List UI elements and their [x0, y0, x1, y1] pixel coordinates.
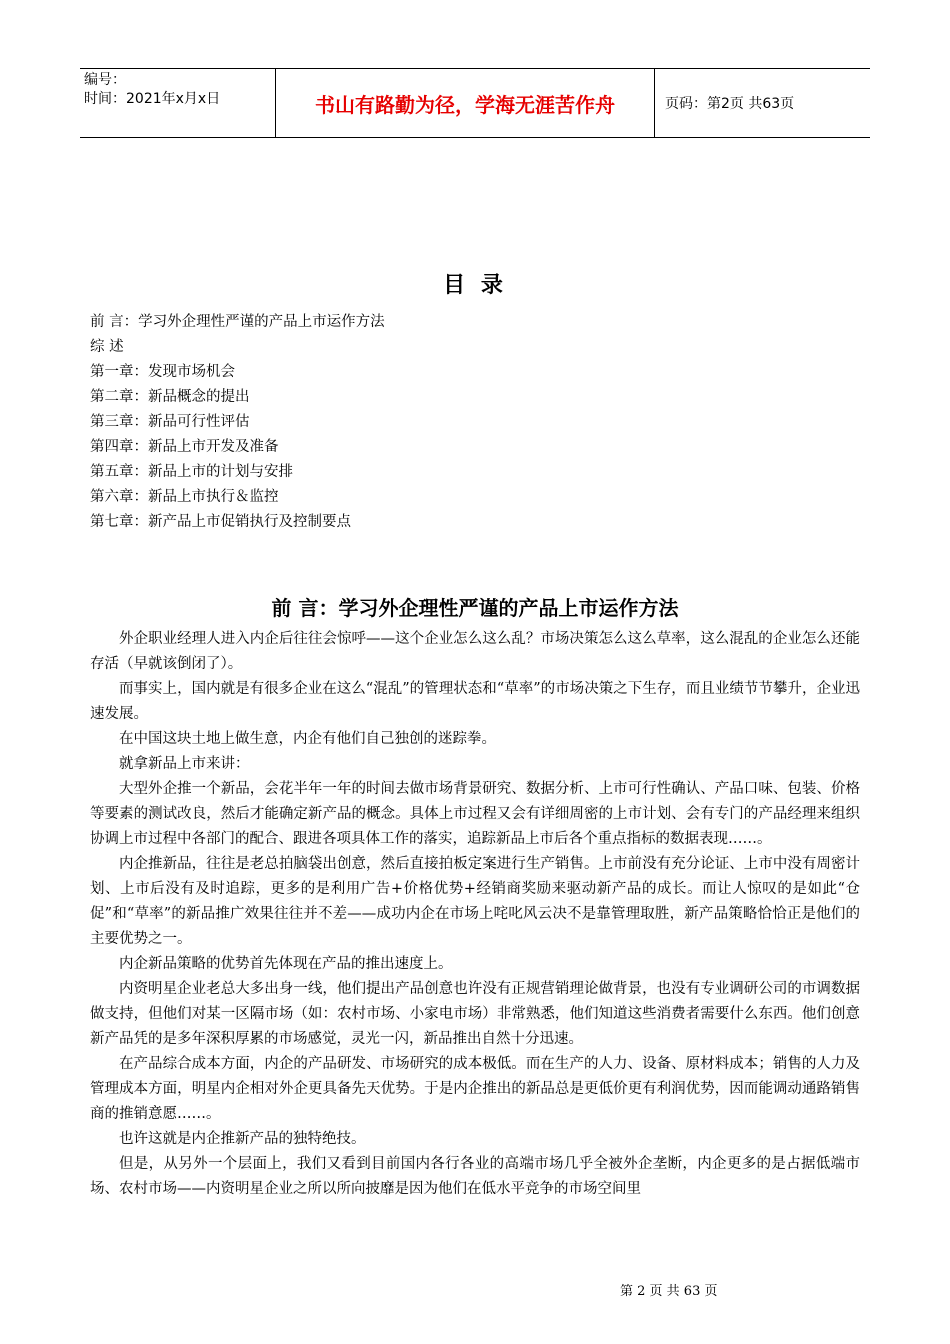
header-time: 时间：2021年x月x日 [84, 91, 221, 107]
toc-item: 第七章：新产品上市促销执行及控制要点 [90, 514, 351, 530]
header-meta [80, 69, 276, 137]
paragraph: 在产品综合成本方面，内企的产品研发、市场研究的成本极低。而在生产的人力、设备、原材料成本；销售的人力及管理成本方面，明星内企相对外企更具备先天优势。于是内企推出的新品总是更低价更有利润优势，因而能调动通路销售商的推销意愿……。 [90, 1056, 860, 1122]
header-page-info: 页码：第2页 共63页 [665, 96, 795, 112]
paragraph: 外企职业经理人进入内企后往往会惊呼——这个企业怎么这么乱？市场决策怎么这么草率，这么混乱的企业怎么还能存活（早就该倒闭了）。 [90, 631, 860, 672]
toc-item: 综 述 [90, 339, 124, 355]
paragraph: 就拿新品上市来讲： [119, 756, 250, 772]
page-header [80, 68, 870, 138]
toc-item: 第四章：新品上市开发及准备 [90, 439, 279, 455]
toc-item: 第六章：新品上市执行＆监控 [90, 489, 279, 505]
toc-item: 第一章：发现市场机会 [90, 364, 235, 380]
paragraph: 也许这就是内企推新产品的独特绝技。 [119, 1131, 366, 1147]
section-body [90, 627, 860, 1202]
page-footer: 第 2 页 共 63 页 [620, 1284, 718, 1299]
header-number: 编号： [84, 72, 126, 88]
toc-title: 目 录 [443, 273, 507, 298]
toc-item: 第五章：新品上市的计划与安排 [90, 464, 293, 480]
paragraph: 内资明星企业老总大多出身一线，他们提出产品创意也许没有正规营销理论做背景，也没有专业调研公司的市调数据做支持，但他们对某一区隔市场（如：农村市场、小家电市场）非常熟悉，他们知道这些消费者需要什么东西。他们创意新产品凭的是多年深积厚累的市场感觉，灵光一闪，新品推出自然十分迅速。 [90, 981, 860, 1047]
paragraph: 大型外企推一个新品，会花半年一年的时间去做市场背景研究、数据分析、上市可行性确认、产品口味、包装、价格等要素的测试改良，然后才能确定新产品的概念。具体上市过程又会有详细周密的上市计划、会有专门的产品经理来组织协调上市过程中各部门的配合、跟进各项具体工作的落实，追踪新品上市后各个重点指标的数据表现……。 [90, 781, 860, 847]
paragraph: 内企新品策略的优势首先体现在产品的推出速度上。 [119, 956, 453, 972]
paragraph: 但是，从另外一个层面上，我们又看到目前国内各行各业的高端市场几乎全被外企垄断，内企更多的是占据低端市场、农村市场——内资明星企业之所以所向披靡是因为他们在低水平竞争的市场空间里 [90, 1156, 860, 1197]
paragraph: 而事实上，国内就是有很多企业在这么“混乱”的管理状态和“草率”的市场决策之下生存，而且业绩节节攀升，企业迅速发展。 [90, 681, 860, 722]
paragraph: 在中国这块土地上做生意，内企有他们自己独创的迷踪拳。 [119, 731, 496, 747]
section-title: 前 言：学习外企理性严谨的产品上市运作方法 [271, 596, 679, 620]
toc-item: 第三章：新品可行性评估 [90, 414, 250, 430]
table-of-contents [90, 310, 870, 535]
toc-item: 前 言：学习外企理性严谨的产品上市运作方法 [90, 314, 385, 330]
header-motto: 书山有路勤为径，学海无涯苦作舟 [276, 69, 655, 137]
toc-item: 第二章：新品概念的提出 [90, 389, 250, 405]
paragraph: 内企推新品，往往是老总拍脑袋出创意，然后直接拍板定案进行生产销售。上市前没有充分论证、上市中没有周密计划、上市后没有及时追踪，更多的是利用广告+价格优势+经销商奖励来驱动新产品的成长。而让人惊叹的是如此“仓促”和“草率”的新品推广效果往往并不差——成功内企在市场上咤叱风云决不是靠管理取胜，新产品策略恰恰正是他们的主要优势之一。 [90, 856, 860, 947]
